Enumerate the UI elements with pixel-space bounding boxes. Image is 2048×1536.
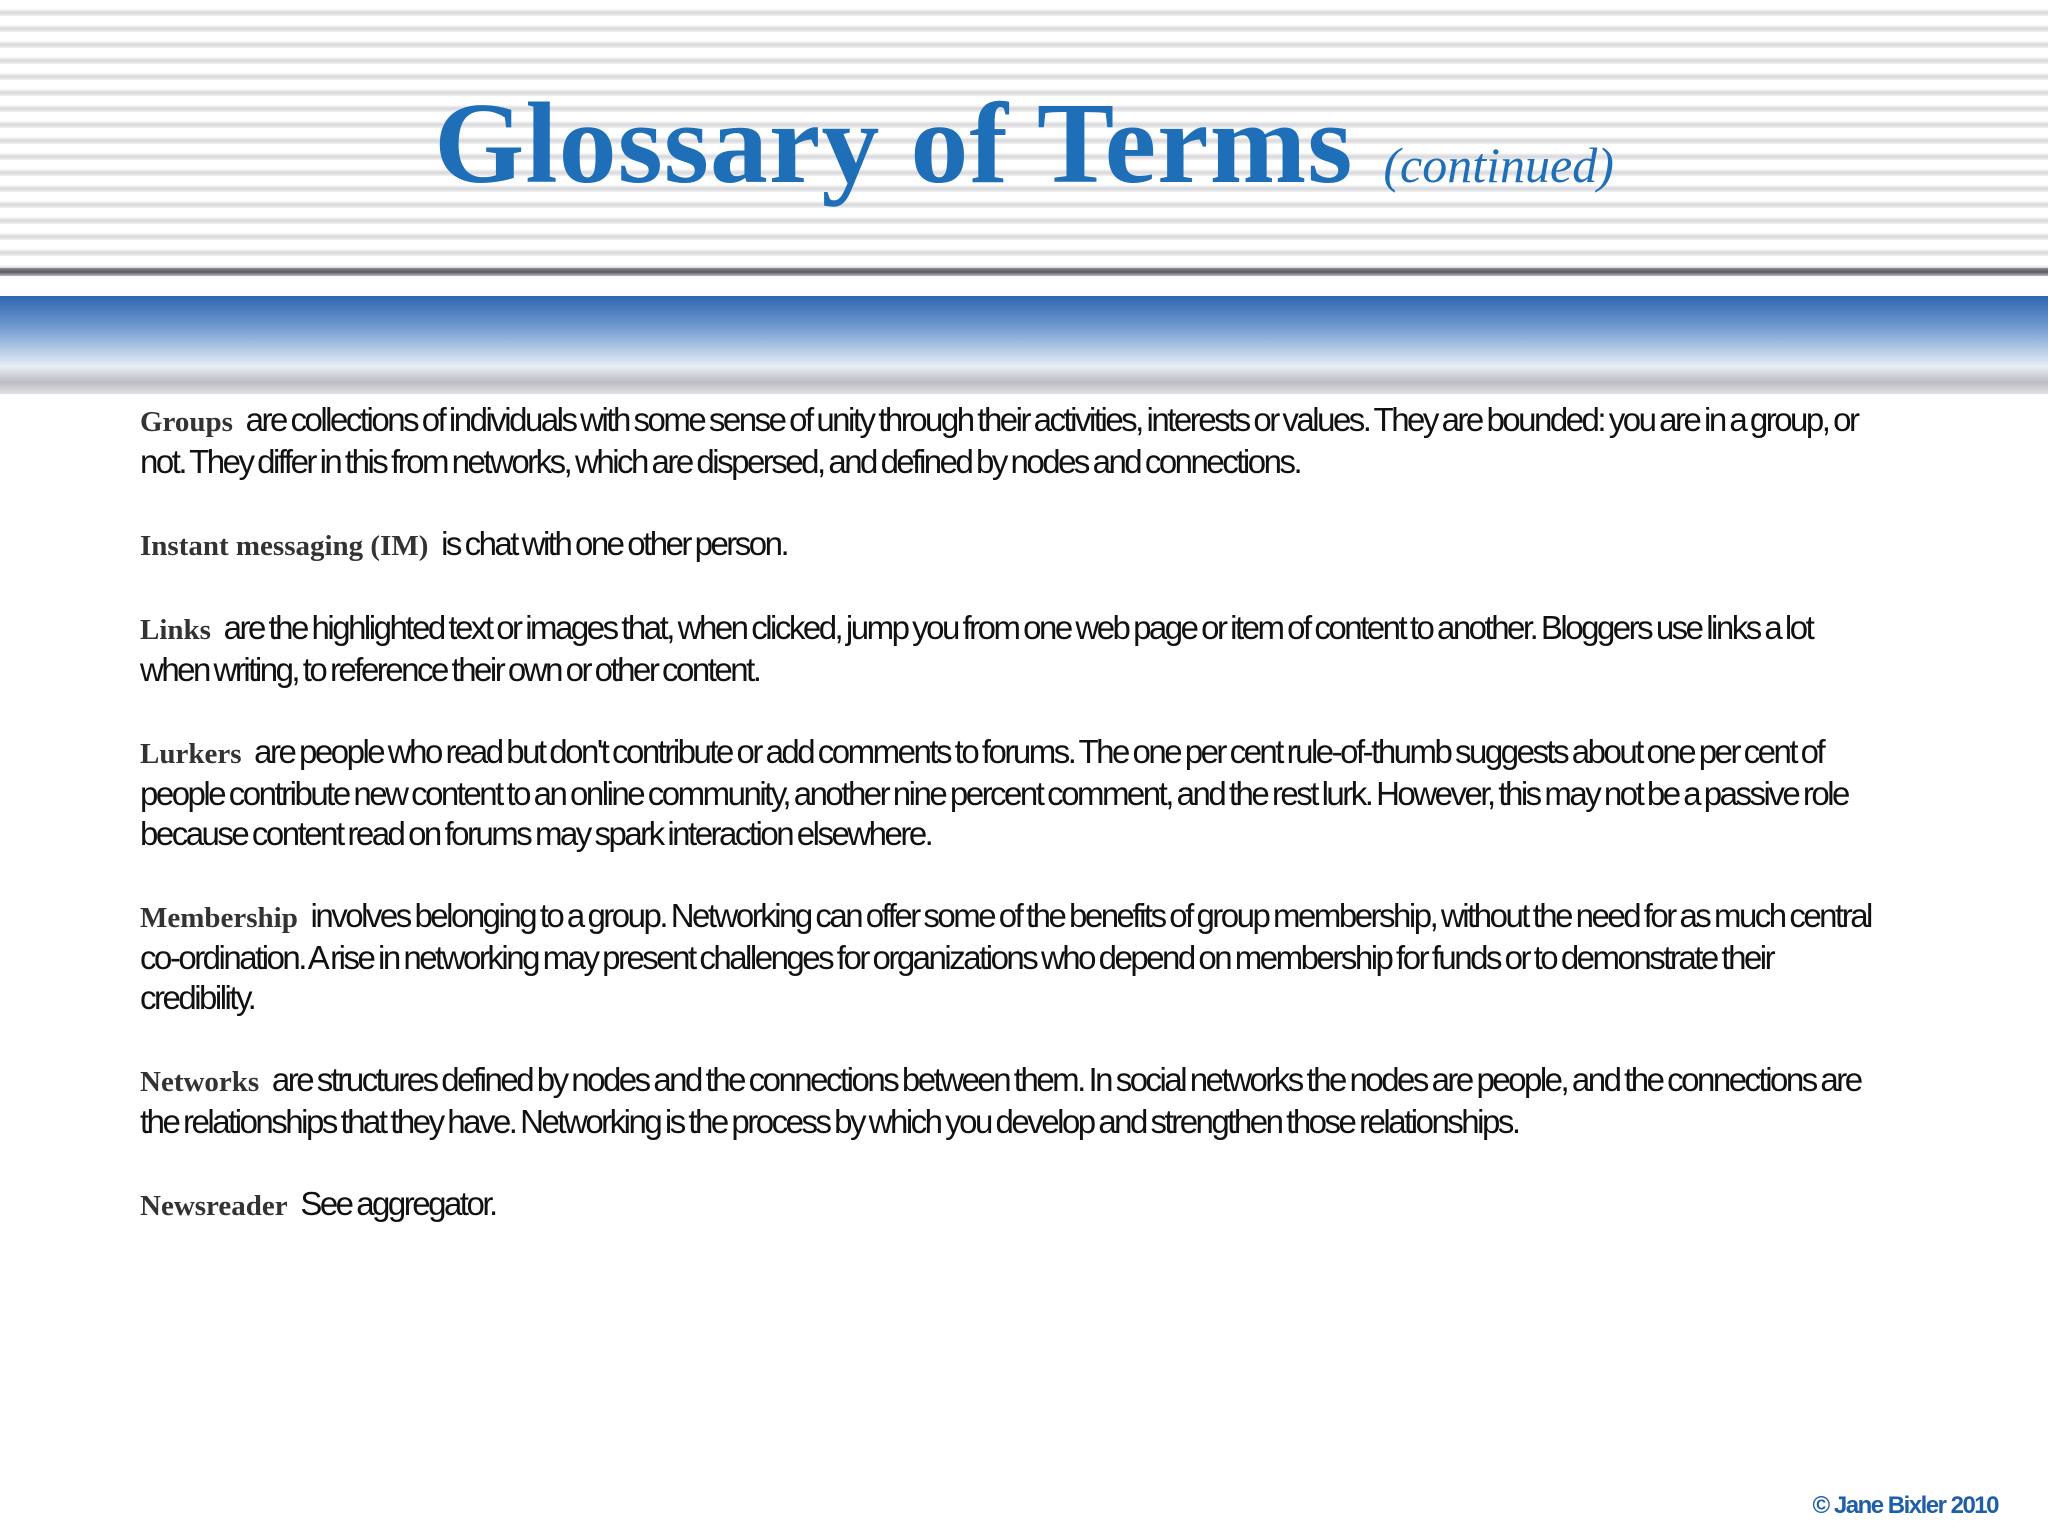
header-divider — [0, 268, 2048, 276]
glossary-entry-newsreader — [140, 1184, 1880, 1226]
glossary-definition: are structures defined by nodes and the connections between them. In social networks the nodes are people, and the connections are the relationships that they have. Networking is the process by which you develop and strengthen those relationships. — [140, 1061, 1861, 1140]
title-row — [0, 78, 2048, 211]
glossary-term: Networks — [140, 1066, 260, 1098]
glossary-term: Groups — [140, 406, 233, 438]
glossary-definition: are collections of individuals with some sense of unity through their activities, interests or values. They are bounded: you are in a group, or not. They differ in this from networks, which are dispersed, and defined by nodes and connections. — [140, 401, 1858, 480]
glossary-definition: are people who read but don't contribute or add comments to forums. The one per cent rule-of-thumb suggests about one per cent of people contribute new content to an online community, another nine percent comment, and the rest lurk. However, this may not be a passive role because content read on forums may spark interaction elsewhere. — [140, 733, 1848, 852]
glossary-definition: See aggregator. — [300, 1185, 496, 1222]
glossary-term: Links — [140, 614, 211, 646]
glossary-entry-lurkers — [140, 732, 1880, 854]
glossary-entry-membership — [140, 896, 1880, 1018]
glossary-definition: are the highlighted text or images that, when clicked, jump you from one web page or item of content to another. Bloggers use links a lot when writing, to reference their own or other content. — [140, 609, 1813, 688]
glossary-term: Newsreader — [140, 1190, 288, 1222]
glossary-entry-instant-messaging — [140, 524, 1880, 566]
glossary-term: Instant messaging (IM) — [140, 530, 429, 562]
page-subtitle: (continued) — [1383, 137, 1614, 193]
page-title: Glossary of Terms — [434, 80, 1354, 208]
glossary-entry-links — [140, 608, 1880, 690]
blue-gradient-band — [0, 296, 2048, 394]
glossary-definition: is chat with one other person. — [441, 525, 788, 562]
glossary-entry-groups — [140, 400, 1880, 482]
glossary-list — [140, 400, 1880, 1268]
copyright-notice: © Jane Bixler 2010 — [1812, 1492, 1998, 1519]
glossary-entry-networks — [140, 1060, 1880, 1142]
glossary-term: Lurkers — [140, 738, 242, 770]
glossary-definition: involves belonging to a group. Networking can offer some of the benefits of group membership, without the need for as much central co-ordination. A rise in networking may present challenges for organizations who depend on membership for funds or to demonstrate their credibility. — [140, 897, 1871, 1016]
glossary-term: Membership — [140, 902, 298, 934]
